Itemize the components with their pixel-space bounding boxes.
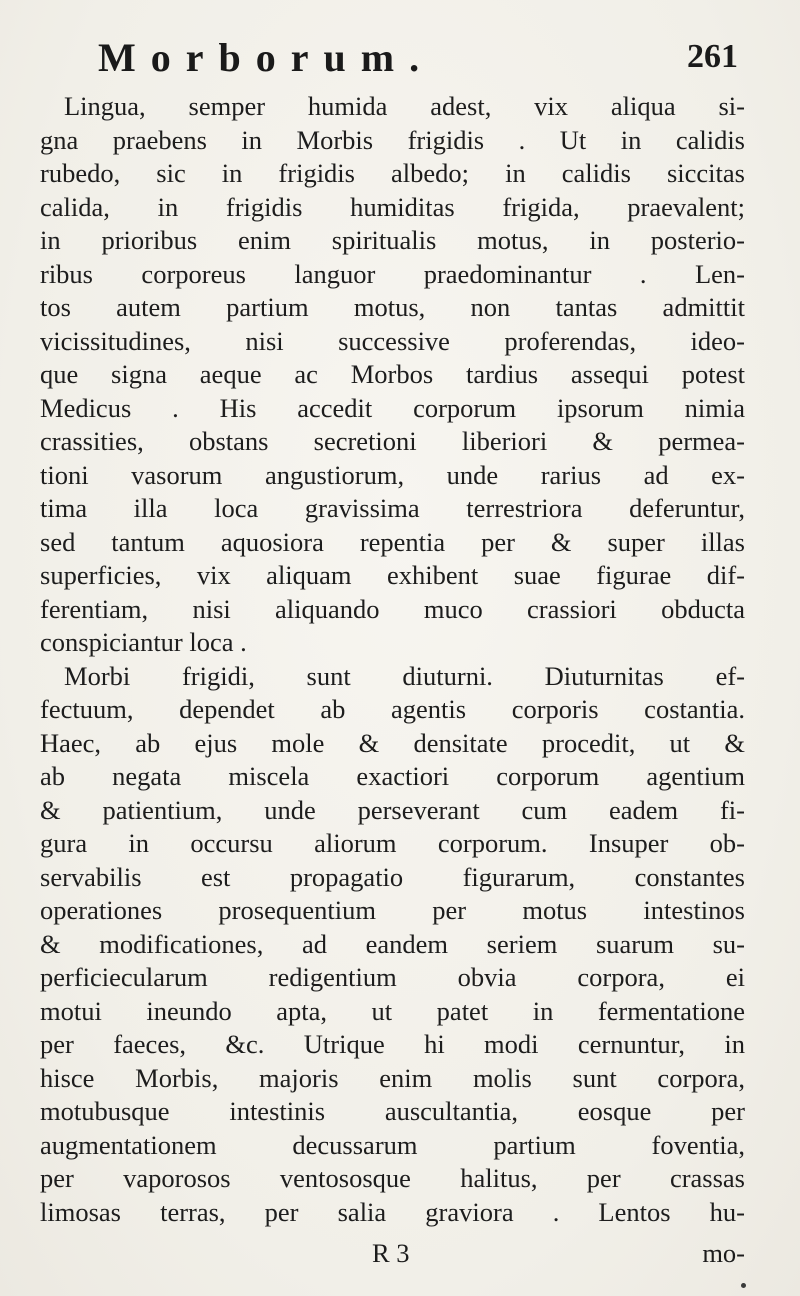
text-line: Medicus . His accedit corporum ipsorum nimia: [40, 392, 745, 423]
running-head: [98, 34, 738, 84]
text-line: motui ineundo apta, ut patet in fermentatione: [40, 995, 745, 1026]
text-line: per faeces, &c. Utrique hi modi cernuntur, in: [40, 1029, 745, 1059]
text-line: sed tantum aquosiora repentia per & super illas: [40, 526, 745, 557]
text-line: tos autem partium motus, non tantas admittit: [40, 292, 745, 322]
text-line: & modificationes, ad eandem seriem suarum su-: [40, 928, 745, 959]
text-line: servabilis est propagatio figurarum, constantes: [40, 861, 745, 892]
text-line: conspiciantur loca .: [40, 627, 247, 657]
text-line: in prioribus enim spiritualis motus, in posterio-: [40, 225, 745, 255]
text-line: tioni vasorum angustiorum, unde rarius ad ex-: [40, 459, 745, 490]
text-line: & patientium, unde perseverant cum eadem fi-: [40, 794, 745, 825]
text-line: calida, in frigidis humiditas frigida, praevalent;: [40, 191, 745, 222]
text-line: gura in occursu aliorum corporum. Insuper ob-: [40, 828, 745, 858]
body-text: [40, 90, 745, 1229]
text-line: operationes prosequentium per motus intestinos: [40, 895, 745, 925]
text-line: Morbi frigidi, sunt diuturni. Diuturnitas ef-: [64, 660, 745, 691]
running-title: Morborum.: [98, 35, 435, 80]
text-line: gna praebens in Morbis frigidis . Ut in calidis: [40, 124, 745, 155]
text-line: perficiecularum redigentium obvia corpora, ei: [40, 962, 745, 992]
text-line: vicissitudines, nisi successive proferendas, ideo-: [40, 325, 745, 356]
text-line: motubusque intestinis auscultantia, eosque per: [40, 1096, 745, 1126]
text-line: crassities, obstans secretioni liberiori & permea-: [40, 426, 745, 456]
text-line: fectuum, dependet ab agentis corporis costantia.: [40, 694, 745, 724]
text-line: hisce Morbis, majoris enim molis sunt corpora,: [40, 1062, 745, 1093]
text-line: per vaporosos ventososque halitus, per crassas: [40, 1163, 745, 1193]
text-line: Haec, ab ejus mole & densitate procedit, ut &: [40, 727, 745, 758]
text-line: augmentationem decussarum partium foventia,: [40, 1129, 745, 1160]
text-line: tima illa loca gravissima terrestriora deferuntur,: [40, 493, 745, 523]
text-line: Lingua, semper humida adest, vix aliqua si-: [64, 91, 745, 121]
page-footer: [40, 1238, 745, 1272]
text-line: ab negata miscela exactiori corporum agentium: [40, 761, 745, 791]
text-line: ferentiam, nisi aliquando muco crassiori obducta: [40, 593, 745, 624]
ink-speck: [741, 1283, 746, 1288]
catchword: mo-: [702, 1238, 745, 1268]
text-line: superficies, vix aliquam exhibent suae figurae dif-: [40, 560, 745, 590]
signature-mark: R 3: [372, 1238, 410, 1268]
text-line: rubedo, sic in frigidis albedo; in calidis siccitas: [40, 158, 745, 188]
text-line: que signa aeque ac Morbos tardius assequi potest: [40, 359, 745, 389]
text-line: ribus corporeus languor praedominantur . Len-: [40, 258, 745, 289]
text-line: limosas terras, per salia graviora . Lentos hu-: [40, 1196, 745, 1227]
page-number: 261: [687, 38, 738, 75]
